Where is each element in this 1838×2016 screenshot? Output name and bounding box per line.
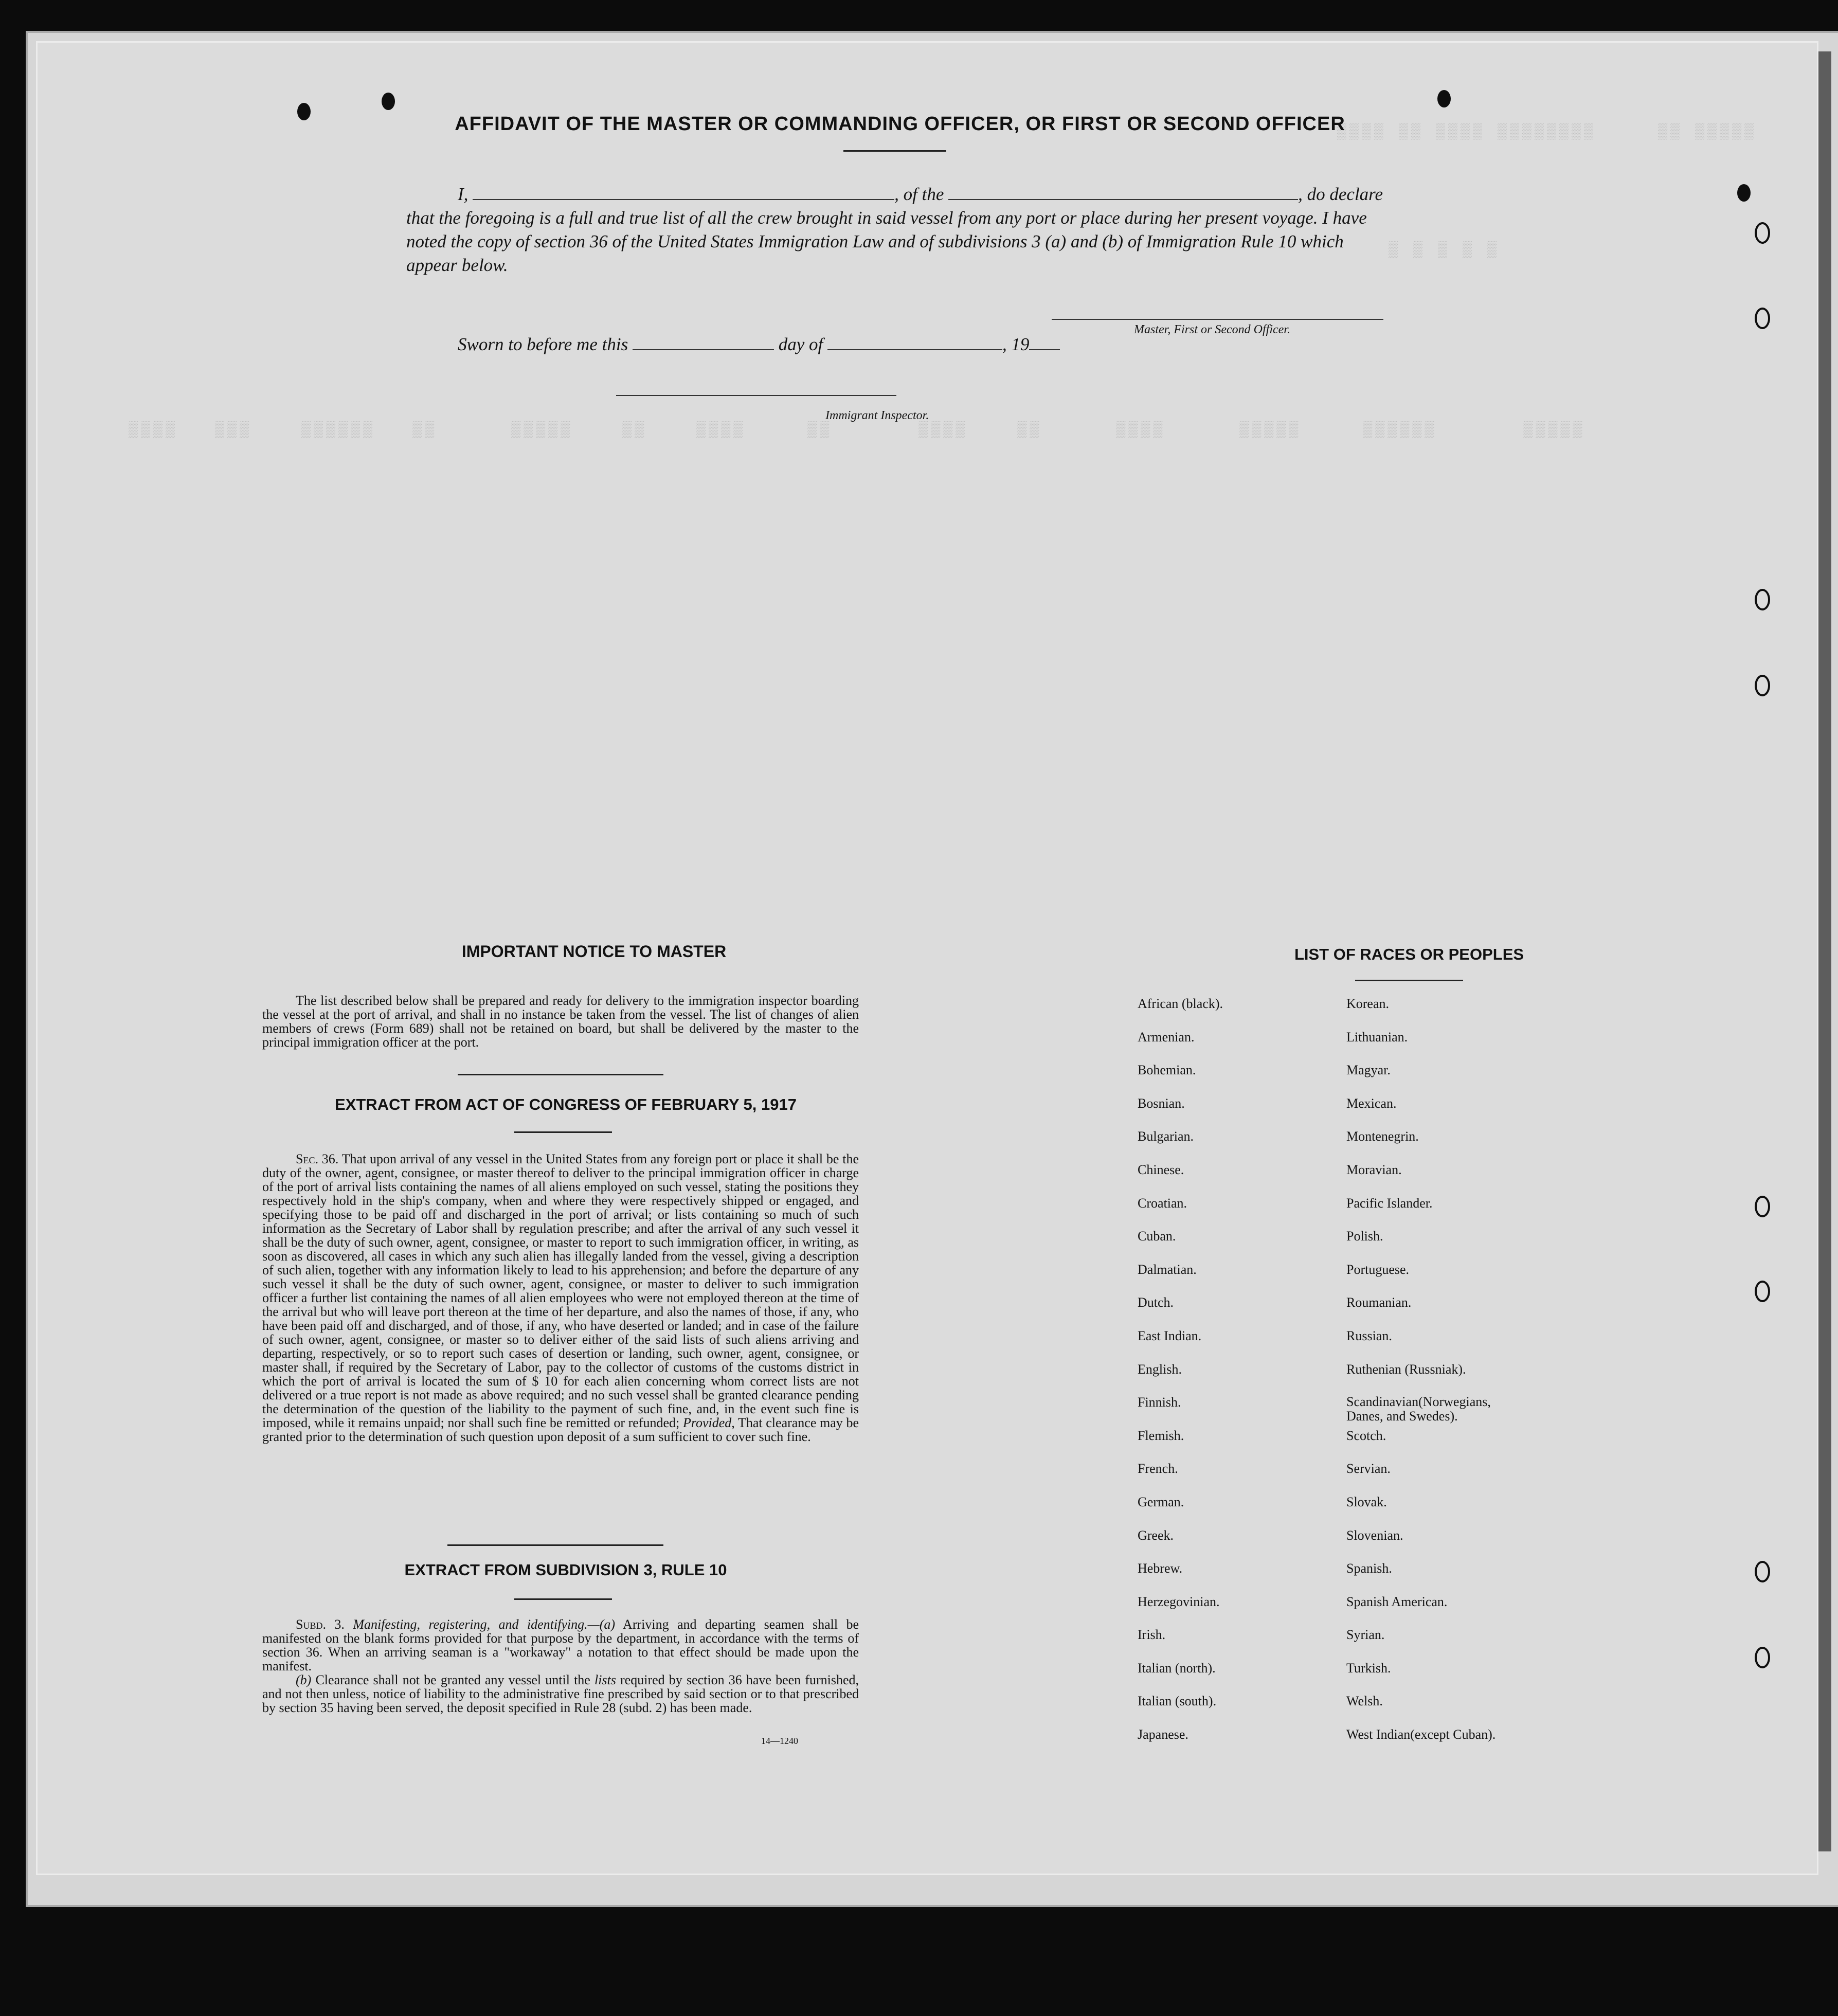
race-item: Slovenian. bbox=[1346, 1527, 1403, 1543]
race-item: Welsh. bbox=[1346, 1694, 1383, 1709]
rule-paragraph-b bbox=[262, 1673, 859, 1715]
sworn-month-field[interactable] bbox=[827, 349, 1002, 350]
affidavit-i-label: I, bbox=[458, 184, 468, 204]
provided-word: Provided, bbox=[682, 1415, 735, 1430]
inspector-signature-line[interactable] bbox=[616, 395, 896, 396]
signature-line[interactable] bbox=[1052, 319, 1383, 320]
rule-paragraph-a bbox=[262, 1617, 859, 1673]
punch-hole bbox=[1437, 90, 1451, 107]
bleed-through: ▒▒▒▒ ▒▒ ▒▒▒▒ ▒▒▒▒▒▒▒▒ ▒▒ ▒▒▒▒▒ bbox=[1337, 123, 1757, 141]
section-label: Sec. 36. bbox=[296, 1151, 339, 1166]
race-item: Flemish. bbox=[1138, 1428, 1184, 1443]
race-item: Turkish. bbox=[1346, 1660, 1391, 1676]
race-item: Ruthenian (Russniak). bbox=[1346, 1361, 1466, 1377]
race-item: Greek. bbox=[1138, 1527, 1174, 1543]
act-text-part1: That upon arrival of any vessel in the United States from any foreign port or place it shall be the duty of the owner, agent, consignee, or master thereof to deliver to the principal immigration officer in charge of the port of arrival lists containing the names of all aliens employed on such vessel, stating the positions they respectively hold in the ship's company, when and where they were respectively shipped or engaged, and specifying those to be paid off and discharged in the port of arrival; or lists containing so much of such information as the Secretary of Labor shall by regulation prescribe; and after the arrival of any such vessel it shall be the duty of such owner, agent, consignee, or master to report to such immigration officer, in writing, as soon as discovered, all cases in which any such alien has illegally landed from the vessel, giving a description of such alien, together with any information likely to lead to his apprehension; and before the departure of any such vessel it shall be the duty of such owner, agent, consignee, or master to deliver to such immigration officer a further list containing the names of all alien employees who were not employed thereon at the time of the arrival but who will leave port thereon at the time of her departure, and also the names of those, if any, who have been paid off and discharged, and of those, if any, who have deserted or landed; and in case of the failure of such owner, agent, consignee, or master so to deliver either of the said lists of such aliens arriving and departing, respectively, or so to report such cases of desertion or landing, such owner, agent, consignee, or master shall, if required by the Secretary of Labor, pay to the collector of customs of the customs district in which the port of arrival is located the sum of $ 10 for each alien concerning whom correct lists are not delivered or a true report is not made as above required; and no such vessel shall be granted clearance pending the determination of the question of the liability to the payment of such fine, and, in the event such fine is imposed, while it remains unpaid; nor shall such fine be remitted or refunded; bbox=[262, 1151, 859, 1430]
binder-hole bbox=[1755, 1647, 1770, 1668]
races-title: LIST OF RACES OR PEOPLES bbox=[1294, 945, 1524, 963]
day-of-label: day of bbox=[778, 334, 823, 354]
affidavit-declare-label: , do declare bbox=[1298, 184, 1383, 204]
rule-text bbox=[262, 1617, 859, 1715]
binder-hole bbox=[1755, 222, 1770, 244]
binder-hole bbox=[1755, 1196, 1770, 1217]
race-item: Bosnian. bbox=[1138, 1095, 1185, 1111]
race-item: Polish. bbox=[1346, 1229, 1383, 1244]
affidavit-text bbox=[406, 183, 1394, 277]
sworn-line bbox=[458, 334, 1060, 355]
race-item: Spanish. bbox=[1346, 1561, 1392, 1576]
race-item: Spanish American. bbox=[1346, 1594, 1448, 1609]
divider bbox=[514, 1598, 612, 1600]
vessel-field[interactable] bbox=[948, 199, 1298, 200]
race-item: Italian (south). bbox=[1138, 1694, 1217, 1709]
divider bbox=[1355, 980, 1463, 981]
race-item: Herzegovinian. bbox=[1138, 1594, 1220, 1609]
affidavit-of-the-label: , of the bbox=[894, 184, 944, 204]
inspector-caption: Immigrant Inspector. bbox=[825, 409, 929, 422]
signature-caption: Master, First or Second Officer. bbox=[1134, 323, 1290, 336]
race-item: Bohemian. bbox=[1138, 1063, 1196, 1078]
race-item: Mexican. bbox=[1346, 1095, 1397, 1111]
race-item: Irish. bbox=[1138, 1627, 1166, 1643]
lists-word: lists bbox=[594, 1672, 616, 1687]
bleed-through: ▒ ▒ ▒ ▒ ▒ bbox=[1389, 242, 1500, 259]
binder-hole bbox=[1755, 675, 1770, 696]
race-item: African (black). bbox=[1138, 996, 1223, 1011]
name-field[interactable] bbox=[473, 199, 894, 200]
race-item: German. bbox=[1138, 1494, 1184, 1509]
rule-heading: Manifesting, registering, and identifying.—(a) bbox=[353, 1617, 616, 1632]
affidavit-body: that the foregoing is a full and true list of all the crew brought in said vessel from any port or place during her present voyage. I have noted the copy of section 36 of the United States Immigration Law and of subdivisions 3 (a) and (b) of Immigration Rule 10 which appear below. bbox=[406, 208, 1367, 275]
act-title: EXTRACT FROM ACT OF CONGRESS OF FEBRUARY 5, 1917 bbox=[335, 1095, 797, 1113]
race-item: Montenegrin. bbox=[1346, 1129, 1419, 1144]
race-item: Finnish. bbox=[1138, 1395, 1181, 1410]
race-item: East Indian. bbox=[1138, 1328, 1202, 1343]
race-item: Chinese. bbox=[1138, 1162, 1184, 1177]
act-text bbox=[262, 1152, 859, 1444]
binder-hole bbox=[1755, 1561, 1770, 1582]
rule-text-b2: required by section 36 have been furnished, and not then unless, notice of liability to the administrative fine prescribed by said section or to that prescribed by section 35 having been served, the deposit specified in Rule 28 (subd. 2) has been made. bbox=[262, 1672, 859, 1715]
bleed-through: ▒▒▒▒ ▒▒▒ ▒▒▒▒▒▒ ▒▒ ▒▒▒▒▒ ▒▒ ▒▒▒▒ ▒▒ ▒▒▒▒ ▒▒ ▒▒▒▒ ▒▒▒▒▒ ▒▒▒▒▒▒ ▒▒▒▒▒ bbox=[129, 422, 1585, 439]
divider bbox=[458, 1074, 663, 1075]
race-item: Servian. bbox=[1346, 1461, 1391, 1477]
race-item: Croatian. bbox=[1138, 1195, 1187, 1211]
race-item: Dutch. bbox=[1138, 1295, 1174, 1310]
races-left-column bbox=[1138, 996, 1223, 1760]
race-item: Magyar. bbox=[1346, 1063, 1391, 1078]
race-item: Lithuanian. bbox=[1346, 1029, 1408, 1045]
races-right-column bbox=[1346, 996, 1516, 1760]
race-item: English. bbox=[1138, 1361, 1182, 1377]
race-item: Scandinavian(Norwegians, Danes, and Swedes). bbox=[1346, 1394, 1491, 1424]
race-item: Portuguese. bbox=[1346, 1262, 1410, 1277]
race-item: Hebrew. bbox=[1138, 1561, 1183, 1576]
sworn-day-field[interactable] bbox=[633, 349, 774, 350]
sworn-year-field[interactable] bbox=[1029, 349, 1060, 350]
race-item: Slovak. bbox=[1346, 1494, 1387, 1509]
race-item: Italian (north). bbox=[1138, 1660, 1216, 1676]
race-item: Syrian. bbox=[1346, 1627, 1385, 1643]
binder-hole bbox=[1755, 1281, 1770, 1302]
notice-title: IMPORTANT NOTICE TO MASTER bbox=[461, 942, 727, 961]
punch-hole bbox=[1737, 184, 1751, 202]
race-item: Roumanian. bbox=[1346, 1295, 1412, 1310]
notice-text: The list described below shall be prepared and ready for delivery to the immigration inspector boarding the vessel at the port of arrival, and shall in no instance be taken from the vessel. The list of changes of alien members of crews (Form 689) shall not be retained on board, but shall be delivered by the master to the principal immigration officer at the port. bbox=[262, 993, 859, 1050]
subdivision-label: Subd. 3. bbox=[296, 1617, 345, 1632]
rule-text-b1: Clearance shall not be granted any vessel until the bbox=[315, 1672, 590, 1687]
race-item: Scotch. bbox=[1346, 1428, 1386, 1443]
race-item: Bulgarian. bbox=[1138, 1129, 1194, 1144]
rule-b-label: (b) bbox=[296, 1672, 312, 1687]
act-text-part2: That clearance may be granted prior to the determination of such question upon deposit of a sum sufficient to cover such fine. bbox=[262, 1415, 859, 1444]
sworn-label: Sworn to before me this bbox=[458, 334, 628, 354]
race-item: Russian. bbox=[1346, 1328, 1392, 1343]
divider bbox=[843, 150, 946, 152]
race-item: Armenian. bbox=[1138, 1029, 1195, 1045]
year-label: , 19 bbox=[1002, 334, 1030, 354]
binder-hole bbox=[1755, 589, 1770, 610]
divider bbox=[514, 1131, 612, 1133]
race-item: Moravian. bbox=[1346, 1162, 1402, 1177]
race-item: French. bbox=[1138, 1461, 1178, 1477]
punch-hole bbox=[382, 93, 395, 110]
affidavit-title: AFFIDAVIT OF THE MASTER OR COMMANDING OFFICER, OR FIRST OR SECOND OFFICER bbox=[455, 113, 1345, 135]
form-number: 14—1240 bbox=[761, 1736, 798, 1746]
binder-hole bbox=[1755, 308, 1770, 329]
race-item: Japanese. bbox=[1138, 1727, 1188, 1742]
divider bbox=[447, 1544, 663, 1546]
race-item: Dalmatian. bbox=[1138, 1262, 1197, 1277]
race-item: Korean. bbox=[1346, 996, 1390, 1011]
race-item: Cuban. bbox=[1138, 1229, 1176, 1244]
rule-text-a: Arriving and departing seamen shall be manifested on the blank forms provided for that purpose by the department, in accordance with the terms of section 36. When an arriving seaman is a "workaway" a notation to that effect should be made upon the manifest. bbox=[262, 1617, 859, 1673]
rule-title: EXTRACT FROM SUBDIVISION 3, RULE 10 bbox=[404, 1561, 727, 1579]
race-item: West Indian(except Cuban). bbox=[1346, 1727, 1496, 1742]
race-item: Pacific Islander. bbox=[1346, 1195, 1433, 1211]
